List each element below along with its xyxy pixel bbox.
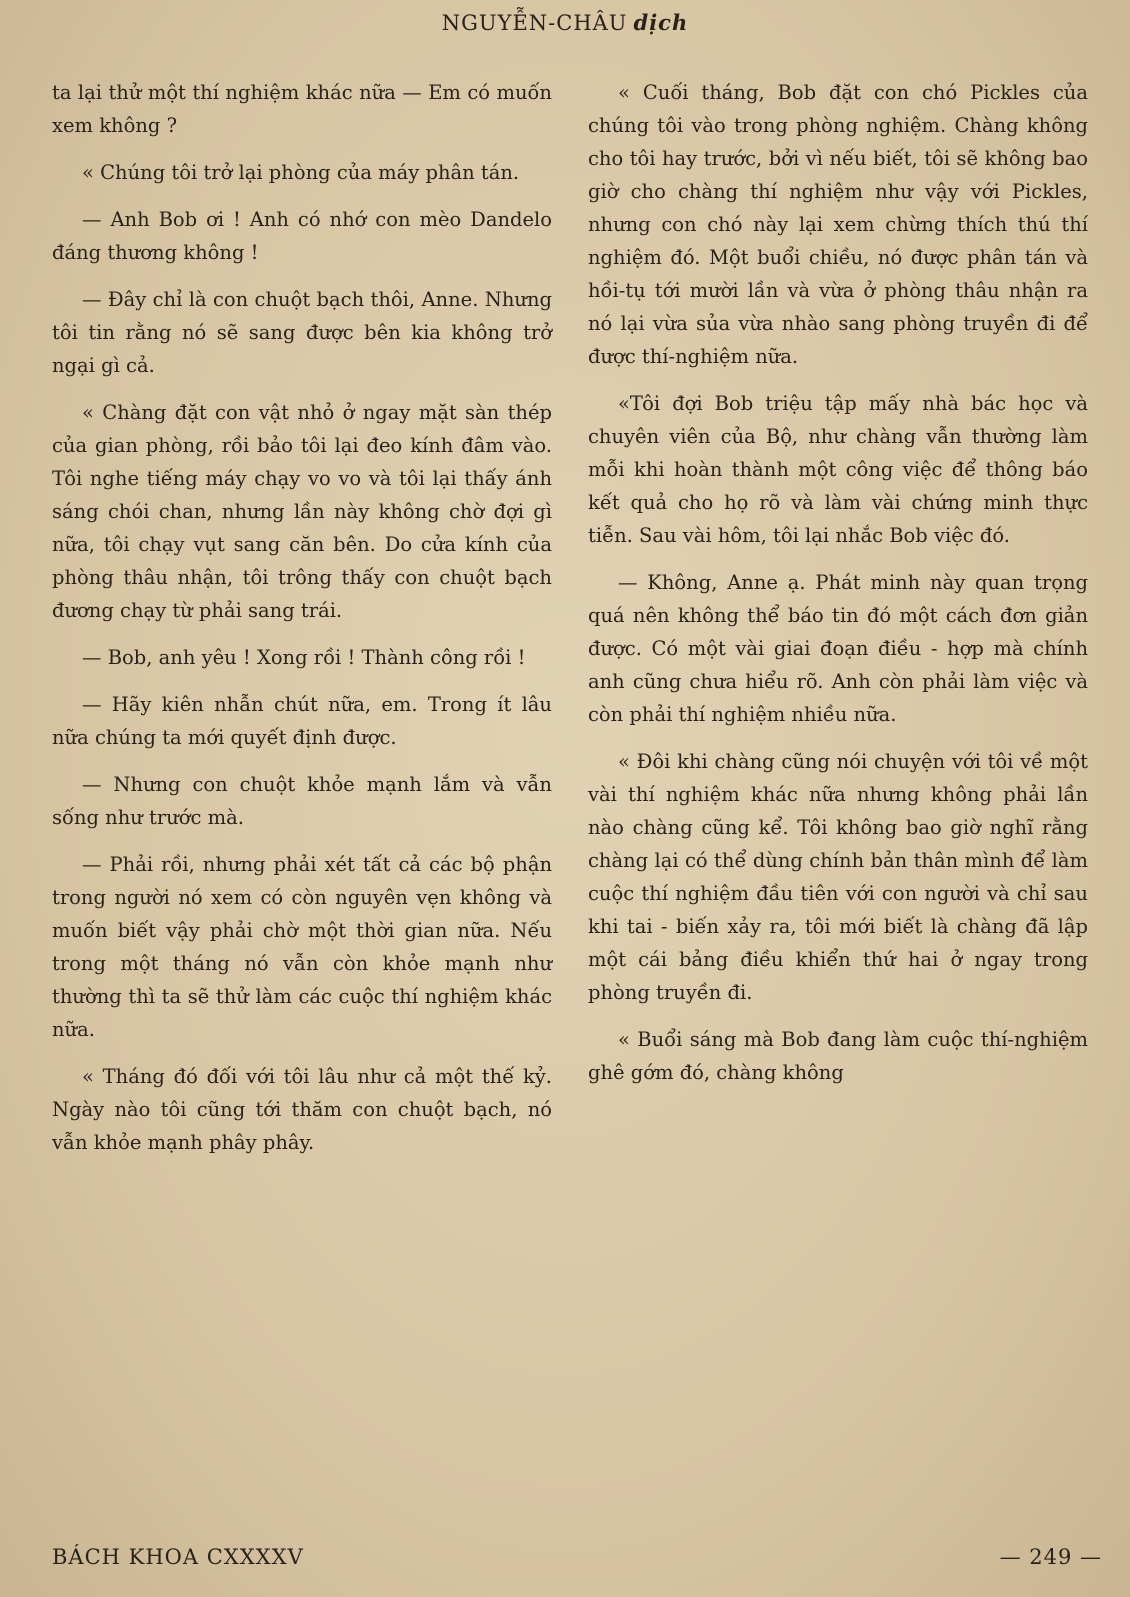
translator-role: dịch: [633, 10, 689, 35]
page-header: [0, 10, 1130, 35]
paragraph: — Nhưng con chuột khỏe mạnh lắm và vẫn sống như trước mà.: [52, 773, 552, 829]
paragraph: — Hãy kiên nhẫn chút nữa, em. Trong ít lâu nữa chúng ta mới quyết định được.: [52, 693, 552, 749]
paragraph: « Đôi khi chàng cũng nói chuyện với tôi về một vài thí nghiệm khác nữa nhưng không phải lần nào chàng cũng kể. Tôi không bao giờ nghĩ rằng chàng lại có thể dùng chính bản thân mình để làm cuộc thí nghiệm đầu tiên với con người và chỉ sau khi tai - biến xảy ra, tôi mới biết là chàng đã lập một cái bảng điều khiển thứ hai ở ngay trong phòng truyền đi.: [588, 750, 1088, 1004]
paragraph: « Chàng đặt con vật nhỏ ở ngay mặt sàn thép của gian phòng, rồi bảo tôi lại đeo kính đâm vào. Tôi nghe tiếng máy chạy vo vo và tôi lại thấy ánh sáng chói chan, nhưng lần này không chờ đợi gì nữa, tôi chạy vụt sang căn bên. Do cửa kính của phòng thâu nhận, tôi trông thấy con chuột bạch đương chạy từ phải sang trái.: [52, 401, 552, 622]
paragraph: — Bob, anh yêu ! Xong rồi ! Thành công rồi !: [82, 646, 526, 669]
paragraph: « Buổi sáng mà Bob đang làm cuộc thí-nghiệm ghê gớm đó, chàng không: [588, 1028, 1088, 1084]
translator-name: NGUYỄN-CHÂU: [441, 11, 628, 35]
paragraph: — Không, Anne ạ. Phát minh này quan trọng quá nên không thể báo tin đó một cách đơn giản được. Có một vài giai đoạn điều - hợp mà chính anh cũng chưa hiểu rõ. Anh còn phải làm việc và còn phải thí nghiệm nhiều nữa.: [588, 571, 1088, 726]
page-footer: [52, 1545, 1102, 1569]
paragraph: — Phải rồi, nhưng phải xét tất cả các bộ phận trong người nó xem có còn nguyên vẹn không và muốn biết vậy phải chờ một thời gian nữa. Nếu trong một tháng nó vẫn còn khỏe mạnh như thường thì ta sẽ thử làm các cuộc thí nghiệm khác nữa.: [52, 853, 552, 1041]
left-column: [52, 76, 552, 1173]
paragraph: «Tôi đợi Bob triệu tập mấy nhà bác học và chuyên viên của Bộ, như chàng vẫn thường làm mỗi khi hoàn thành một công việc để thông báo kết quả cho họ rõ và làm vài chứng minh thực tiễn. Sau vài hôm, tôi lại nhắc Bob việc đó.: [588, 392, 1088, 547]
paragraph: — Anh Bob ơi ! Anh có nhớ con mèo Dandelo đáng thương không !: [52, 208, 552, 264]
paragraph: « Tháng đó đối với tôi lâu như cả một thế kỷ. Ngày nào tôi cũng tới thăm con chuột bạch, nó vẫn khỏe mạnh phây phây.: [52, 1065, 552, 1154]
paragraph: — Đây chỉ là con chuột bạch thôi, Anne. Nhưng tôi tin rằng nó sẽ sang được bên kia không trở ngại gì cả.: [52, 288, 552, 377]
paragraph: « Chúng tôi trở lại phòng của máy phân tán.: [82, 161, 520, 184]
magazine-title: BÁCH KHOA CXXXXV: [52, 1545, 304, 1569]
right-column: [588, 76, 1088, 1103]
paragraph: ta lại thử một thí nghiệm khác nữa — Em có muốn xem không ?: [52, 81, 552, 137]
page-number: — 249 —: [999, 1545, 1102, 1569]
paragraph: « Cuối tháng, Bob đặt con chó Pickles của chúng tôi vào trong phòng nghiệm. Chàng không cho tôi hay trước, bởi vì nếu biết, tôi sẽ không bao giờ cho chàng thí nghiệm như vậy với Pickles, nhưng con chó này lại xem chừng thích thú thí nghiệm đó. Một buổi chiều, nó được phân tán và hồi-tụ tới mười lần và vừa ở phòng thâu nhận ra nó lại vừa sủa vừa nhào sang phòng truyền đi để được thí-nghiệm nữa.: [588, 81, 1088, 368]
